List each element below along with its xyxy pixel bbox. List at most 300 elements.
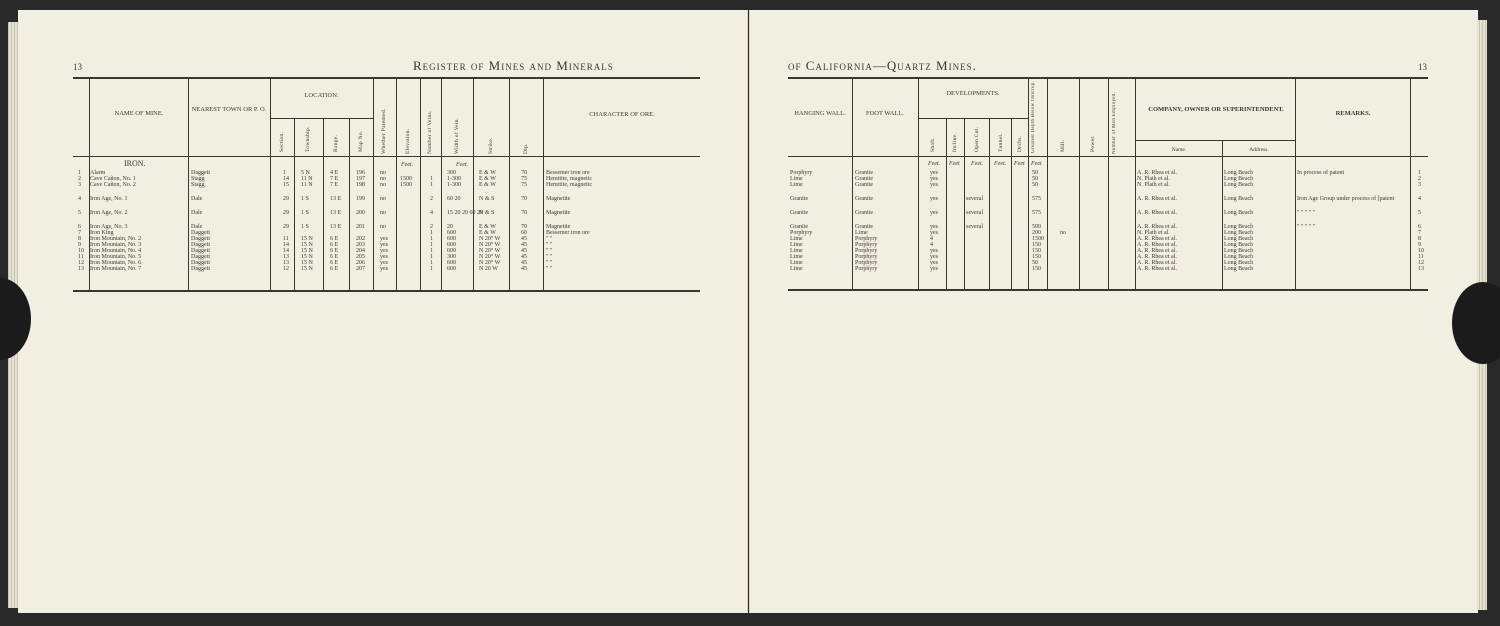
units-shaft: Feet. — [928, 161, 941, 167]
range: 6 E — [330, 248, 339, 254]
page-number-left: 13 — [73, 62, 82, 72]
patented: no — [380, 224, 386, 230]
row-number: 11 — [78, 254, 84, 260]
dip: 45 — [521, 248, 527, 254]
elevation: 1500 — [400, 182, 412, 188]
remarks: " " " " " — [1297, 210, 1316, 216]
greatest-depth: 150 — [1032, 266, 1041, 272]
col-divider — [473, 79, 474, 292]
header-number-of-veins: Number of Veins. — [427, 110, 433, 154]
hanging-wall: Porphyry — [790, 170, 813, 176]
map-no: 205 — [356, 254, 365, 260]
row-number: 9 — [78, 242, 81, 248]
character-of-ore: Magnetite — [546, 196, 571, 202]
foot-wall: Granite — [855, 176, 873, 182]
width-of-vein: 600 — [447, 266, 456, 272]
strike: N 20° W — [479, 260, 501, 266]
row-number: 6 — [78, 224, 81, 230]
number-of-veins: 1 — [430, 230, 433, 236]
nearest-town: Daggett — [191, 230, 210, 236]
map-no: 203 — [356, 242, 365, 248]
dip: 45 — [521, 242, 527, 248]
owner-address: Long Beach — [1224, 176, 1254, 182]
map-no: 198 — [356, 182, 365, 188]
col-divider — [373, 79, 374, 292]
foot-wall: Granite — [855, 196, 873, 202]
shaft: 4 — [930, 242, 933, 248]
foot-wall: Porphyry — [855, 260, 878, 266]
hanging-wall: Lime — [790, 182, 803, 188]
strike: N & S — [479, 196, 495, 202]
patented: yes — [380, 236, 388, 242]
header-map-no: Map No. — [358, 130, 364, 152]
mine-name: Iron Mountain, No. 4 — [90, 248, 142, 254]
header-shaft: Shaft. — [930, 137, 936, 152]
number-of-veins: 4 — [430, 210, 433, 216]
character-of-ore: Hemitite, magnetic — [546, 182, 592, 188]
shaft: yes — [930, 210, 938, 216]
width-of-vein: 1-300 — [447, 176, 461, 182]
header-township: Township. — [305, 126, 311, 152]
owner-address: Long Beach — [1224, 196, 1254, 202]
township: 1 S — [301, 196, 309, 202]
hanging-wall: Porphyry — [790, 230, 813, 236]
header-bottom-rule — [73, 156, 700, 157]
nearest-town: Daggett — [191, 248, 210, 254]
col-divider — [1047, 79, 1048, 291]
row-number: 3 — [1418, 182, 1421, 188]
shaft: 4 — [930, 236, 933, 242]
right-page — [749, 10, 1478, 613]
header-nearest-town: NEAREST TOWN OR P. O. — [191, 106, 267, 113]
township: 15 N — [301, 242, 313, 248]
row-number: 5 — [78, 210, 81, 216]
patented: yes — [380, 260, 388, 266]
hanging-wall: Lime — [790, 176, 803, 182]
elevation: 1500 — [400, 176, 412, 182]
nearest-town: Daggett — [191, 242, 210, 248]
character-of-ore: Magnetite — [546, 210, 571, 216]
hanging-wall: Lime — [790, 242, 803, 248]
width-of-vein: 600 — [447, 242, 456, 248]
owner-name: A. R. Rhea et al. — [1137, 254, 1177, 260]
row-number: 7 — [1418, 230, 1421, 236]
range: 7 E — [330, 182, 339, 188]
owner-address: Long Beach — [1224, 266, 1254, 272]
dip: 45 — [521, 236, 527, 242]
row-number: 3 — [78, 182, 81, 188]
hanging-wall: Lime — [790, 260, 803, 266]
col-divider — [294, 118, 295, 292]
remarks: In process of patent — [1297, 170, 1345, 176]
map-no: 199 — [356, 196, 365, 202]
width-of-vein: 60 20 — [447, 196, 461, 202]
character-of-ore: Hemitite, magnetic — [546, 176, 592, 182]
col-divider — [964, 118, 965, 291]
shaft: yes — [930, 170, 938, 176]
nearest-town: Daggett — [191, 254, 210, 260]
foot-wall: Lime — [855, 230, 868, 236]
dip: 45 — [521, 260, 527, 266]
shaft: yes — [930, 176, 938, 182]
nearest-town: Dale — [191, 210, 203, 216]
nearest-town: Dale — [191, 224, 203, 230]
character-of-ore: " " — [546, 248, 553, 254]
mine-name: Cave Cañon, No. 2 — [90, 182, 136, 188]
patented: yes — [380, 254, 388, 260]
number-of-veins: 2 — [430, 224, 433, 230]
header-drifts: Drifts. — [1017, 135, 1023, 152]
col-divider — [420, 79, 421, 292]
row-number: 11 — [1418, 254, 1424, 260]
range: 13 E — [330, 210, 342, 216]
units-open-cut: Feet. — [971, 161, 984, 167]
owner-address: Long Beach — [1224, 170, 1254, 176]
mine-name: Iron King — [90, 230, 114, 236]
owner-name: A. R. Rhea et al. — [1137, 210, 1177, 216]
greatest-depth: 575 — [1032, 196, 1041, 202]
section-label: IRON. — [124, 159, 146, 168]
patented: no — [380, 196, 386, 202]
units-elevation: Feet. — [401, 162, 414, 168]
mine-name: Iron Age, No. 1 — [90, 196, 128, 202]
map-no: 206 — [356, 260, 365, 266]
developments-rule — [918, 118, 1028, 119]
owner-address: Long Beach — [1224, 224, 1254, 230]
hanging-wall: Granite — [790, 196, 808, 202]
nearest-town: Stagg — [191, 176, 205, 182]
nearest-town: Dale — [191, 196, 203, 202]
greatest-depth: 575 — [1032, 210, 1041, 216]
number-of-veins: 1 — [430, 248, 433, 254]
foot-wall: Porphyry — [855, 266, 878, 272]
open-cut: several — [966, 210, 983, 216]
remarks: Iron Age Group under process of [patent — [1297, 196, 1395, 202]
row-number: 6 — [1418, 224, 1421, 230]
greatest-depth: 50 — [1032, 170, 1038, 176]
row-number: 7 — [78, 230, 81, 236]
row-number: 8 — [78, 236, 81, 242]
header-foot-wall: FOOT WALL. — [865, 110, 905, 117]
col-divider — [509, 79, 510, 292]
header-elevation: Elevation. — [405, 128, 411, 154]
township: 15 N — [301, 254, 313, 260]
patented: no — [380, 176, 386, 182]
header-bottom-rule — [788, 156, 1428, 157]
col-divider — [1410, 79, 1411, 291]
row-number: 4 — [78, 196, 81, 202]
character-of-ore: Bessemer iron ore — [546, 170, 590, 176]
header-owner-name: Name. — [1171, 147, 1187, 153]
width-of-vein: 300 — [447, 254, 456, 260]
greatest-depth: 150 — [1032, 254, 1041, 260]
number-of-veins: 1 — [430, 176, 433, 182]
township: 11 N — [301, 182, 313, 188]
owner-name: N. Plath et al. — [1137, 230, 1170, 236]
range: 6 E — [330, 236, 339, 242]
nearest-town: Daggett — [191, 236, 210, 242]
row-number: 13 — [1418, 266, 1424, 272]
character-of-ore: " " — [546, 266, 553, 272]
greatest-depth: 50 — [1032, 260, 1038, 266]
dip: 45 — [521, 254, 527, 260]
owner-name: A. R. Rhea et al. — [1137, 260, 1177, 266]
owner-address: Long Beach — [1224, 182, 1254, 188]
dip: 70 — [521, 170, 527, 176]
township: 15 N — [301, 236, 313, 242]
shaft: yes — [930, 266, 938, 272]
nearest-town: Stagg — [191, 182, 205, 188]
map-no: 207 — [356, 266, 365, 272]
shaft: yes — [930, 230, 938, 236]
map-no: 204 — [356, 248, 365, 254]
page-number-right: 13 — [1418, 62, 1427, 72]
header-dip: Dip. — [523, 143, 529, 154]
number-of-veins: 1 — [430, 242, 433, 248]
foot-wall: Porphyry — [855, 242, 878, 248]
dip: 70 — [521, 196, 527, 202]
col-divider — [918, 79, 919, 291]
patented: no — [380, 182, 386, 188]
owner-address: Long Beach — [1224, 236, 1254, 242]
remarks: " " " " " — [1297, 224, 1316, 230]
shaft: yes — [930, 182, 938, 188]
owner-address: Long Beach — [1224, 210, 1254, 216]
header-name-of-mine: NAME OF MINE. — [114, 110, 164, 117]
owner-address: Long Beach — [1224, 254, 1254, 260]
nearest-town: Daggett — [191, 266, 210, 272]
shaft: yes — [930, 254, 938, 260]
range: 4 E — [330, 170, 339, 176]
units-depth: Feet — [1031, 161, 1042, 167]
units-tunnel: Feet. — [994, 161, 1007, 167]
header-tunnel: Tunnel. — [998, 133, 1004, 152]
header-company: COMPANY, OWNER OR SUPERINTENDENT. — [1148, 106, 1284, 113]
mine-name: Iron Mountain, No. 2 — [90, 236, 142, 242]
greatest-depth: 150 — [1032, 242, 1041, 248]
patented: no — [380, 170, 386, 176]
strike: N 20 W — [479, 266, 498, 272]
owner-name: A. R. Rhea et al. — [1137, 236, 1177, 242]
header-owner-address: Address. — [1249, 147, 1269, 153]
header-developments: DEVELOPMENTS. — [946, 90, 1000, 97]
row-number: 10 — [78, 248, 84, 254]
owner-address: Long Beach — [1224, 248, 1254, 254]
owner-address: Long Beach — [1224, 260, 1254, 266]
table-bottom-rule — [73, 290, 700, 292]
mine-name: Iron Mountain, No. 7 — [90, 266, 142, 272]
col-divider — [1222, 140, 1223, 291]
dip: 75 — [521, 176, 527, 182]
number-of-veins: 1 — [430, 260, 433, 266]
range: 6 E — [330, 260, 339, 266]
section: 13 — [283, 254, 289, 260]
section: 29 — [283, 210, 289, 216]
col-divider — [188, 79, 189, 292]
location-rule — [270, 118, 373, 119]
open-cut: several — [966, 224, 983, 230]
shaft: yes — [930, 248, 938, 254]
range: 7 E — [330, 176, 339, 182]
greatest-depth: 50 — [1032, 176, 1038, 182]
header-mill: Mill. — [1060, 139, 1066, 152]
header-rule — [73, 77, 700, 79]
mine-name: Iron Mountain, No. 6 — [90, 260, 142, 266]
row-number: 8 — [1418, 236, 1421, 242]
header-strike: Strike. — [488, 137, 494, 154]
patented: no — [380, 210, 386, 216]
strike: E & W — [479, 230, 496, 236]
row-number: 1 — [1418, 170, 1421, 176]
col-divider — [323, 118, 324, 292]
owner-name: A. R. Rhea et al. — [1137, 266, 1177, 272]
row-number: 13 — [78, 266, 84, 272]
township: 15 N — [301, 266, 313, 272]
header-width-of-vein: Width of Vein. — [454, 117, 460, 154]
width-of-vein: 600 — [447, 230, 456, 236]
header-remarks: REMARKS. — [1335, 110, 1371, 117]
owner-address: Long Beach — [1224, 230, 1254, 236]
row-number: 10 — [1418, 248, 1424, 254]
character-of-ore: " " — [546, 236, 553, 242]
foot-wall: Granite — [855, 210, 873, 216]
shaft: yes — [930, 196, 938, 202]
dip: 70 — [521, 224, 527, 230]
township: 11 N — [301, 176, 313, 182]
owner-address: Long Beach — [1224, 242, 1254, 248]
header-incline: Incline. — [952, 132, 958, 152]
patented: yes — [380, 248, 388, 254]
section: 14 — [283, 176, 289, 182]
hanging-wall: Granite — [790, 224, 808, 230]
strike: N 20° W — [479, 254, 501, 260]
strike: E & W — [479, 176, 496, 182]
map-no: 201 — [356, 224, 365, 230]
dip: 70 — [521, 210, 527, 216]
map-no: 202 — [356, 236, 365, 242]
row-number: 2 — [78, 176, 81, 182]
township: 15 N — [301, 248, 313, 254]
township: 1 S — [301, 210, 309, 216]
number-of-veins: 2 — [430, 196, 433, 202]
col-divider — [396, 79, 397, 292]
section: 14 — [283, 248, 289, 254]
mine-name: Iron Mountain, No. 5 — [90, 254, 142, 260]
number-of-veins: 1 — [430, 254, 433, 260]
range: 13 E — [330, 224, 342, 230]
foot-wall: Granite — [855, 182, 873, 188]
col-divider — [852, 79, 853, 291]
width-of-vein: 1-300 — [447, 182, 461, 188]
foot-wall: Porphyry — [855, 236, 878, 242]
dip: 60 — [521, 230, 527, 236]
character-of-ore: Magnetite — [546, 224, 571, 230]
row-number: 4 — [1418, 196, 1421, 202]
row-number: 9 — [1418, 242, 1421, 248]
character-of-ore: " " — [546, 260, 553, 266]
header-men-employed: Number of Men Employed. — [1112, 91, 1117, 154]
col-divider — [349, 118, 350, 292]
number-of-veins: 1 — [430, 266, 433, 272]
foot-wall: Porphyry — [855, 248, 878, 254]
width-of-vein: 600 — [447, 236, 456, 242]
township: 5 N — [301, 170, 310, 176]
shaft: yes — [930, 224, 938, 230]
units-width: Feet. — [456, 162, 469, 168]
header-patented: Whether Patented. — [381, 108, 387, 154]
foot-wall: Porphyry — [855, 254, 878, 260]
col-divider — [989, 118, 990, 291]
foot-wall: Granite — [855, 224, 873, 230]
township: 15 N — [301, 260, 313, 266]
range: 13 E — [330, 196, 342, 202]
header-section: Section. — [279, 131, 285, 152]
units-incline: Feet — [949, 161, 960, 167]
row-number: 12 — [78, 260, 84, 266]
owner-name: A. R. Rhea et al. — [1137, 170, 1177, 176]
strike: N 20° W — [479, 248, 501, 254]
map-no: 197 — [356, 176, 365, 182]
section: 29 — [283, 196, 289, 202]
map-no: 200 — [356, 210, 365, 216]
header-hanging-wall: HANGING WALL. — [794, 110, 846, 117]
nearest-town: Daggett — [191, 170, 210, 176]
section: 14 — [283, 242, 289, 248]
section: 12 — [283, 266, 289, 272]
owner-name: A. R. Rhea et al. — [1137, 248, 1177, 254]
foot-wall: Granite — [855, 170, 873, 176]
header-character-of-ore: CHARACTER OF ORE. — [589, 111, 655, 118]
map-no: 196 — [356, 170, 365, 176]
table-bottom-rule — [788, 289, 1428, 291]
section: 15 — [283, 182, 289, 188]
units-drifts: Feet — [1014, 161, 1025, 167]
section: 11 — [283, 236, 289, 242]
header-power: Power. — [1090, 135, 1096, 152]
owner-name: A. R. Rhea et al. — [1137, 196, 1177, 202]
strike: N 20° W — [479, 242, 501, 248]
width-of-vein: 15 20 20 60 20 — [447, 210, 483, 216]
dip: 45 — [521, 266, 527, 272]
header-range: Range. — [333, 134, 339, 152]
section: 1 — [283, 170, 286, 176]
mine-name: Iron Mountain, No. 3 — [90, 242, 142, 248]
range: 6 E — [330, 266, 339, 272]
hanging-wall: Lime — [790, 236, 803, 242]
mine-name: Iron Age, No. 3 — [90, 224, 128, 230]
row-number: 2 — [1418, 176, 1421, 182]
greatest-depth: 500 — [1032, 224, 1041, 230]
hanging-wall: Granite — [790, 210, 808, 216]
dip: 75 — [521, 182, 527, 188]
page-title-left: Register of Mines and Minerals — [413, 58, 614, 73]
range: 6 E — [330, 254, 339, 260]
col-divider — [946, 118, 947, 291]
mill: no — [1060, 230, 1066, 236]
strike: N 20° W — [479, 236, 501, 242]
hanging-wall: Lime — [790, 248, 803, 254]
row-number: 12 — [1418, 260, 1424, 266]
number-of-veins: 1 — [430, 236, 433, 242]
greatest-depth: 150 — [1032, 248, 1041, 254]
col-divider — [1108, 79, 1109, 291]
width-of-vein: 600 — [447, 260, 456, 266]
hanging-wall: Lime — [790, 254, 803, 260]
character-of-ore: " " — [546, 254, 553, 260]
width-of-vein: 600 — [447, 248, 456, 254]
number-of-veins: 1 — [430, 182, 433, 188]
col-divider — [1079, 79, 1080, 291]
